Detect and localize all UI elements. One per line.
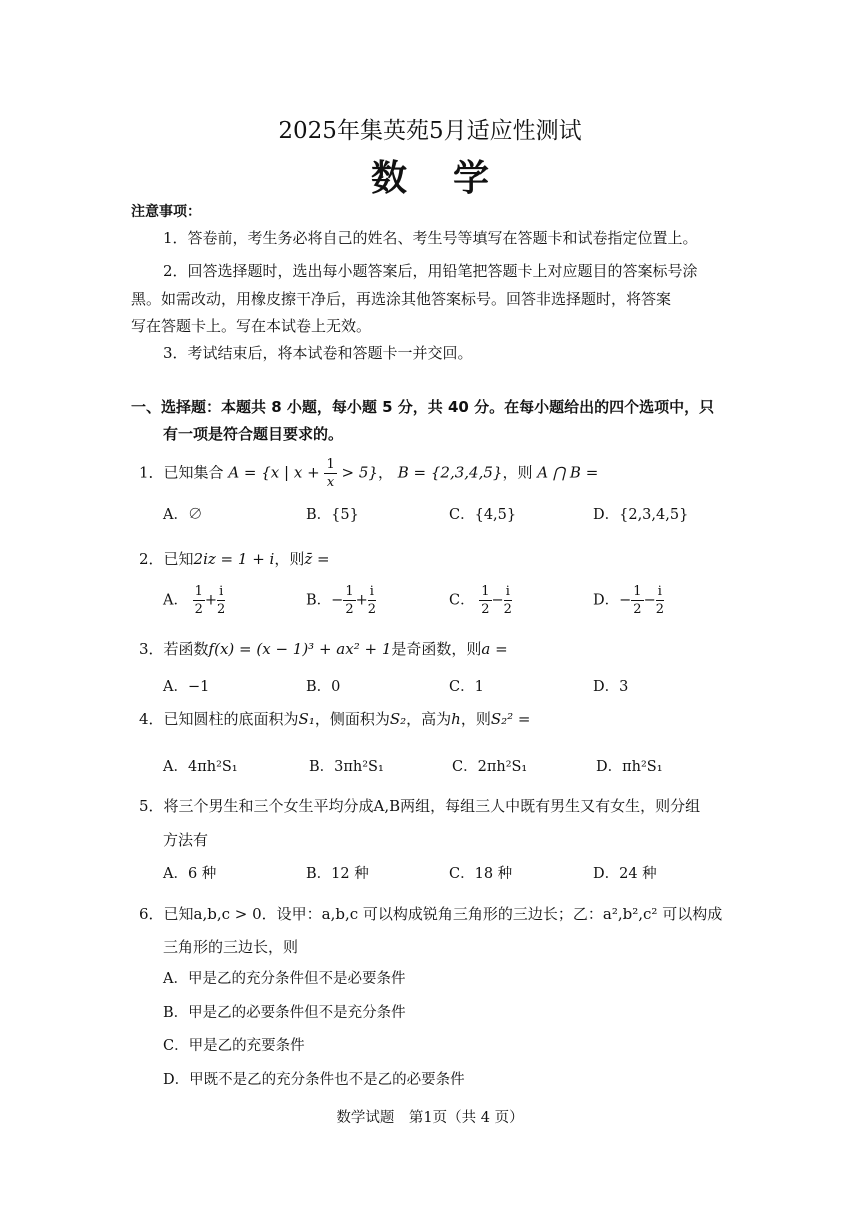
exam-subject: 数学 <box>370 157 535 199</box>
question-5-line-1: 5．将三个男生和三个女生平均分成A,B两组，每组三人中既有男生又有女生，则分组 <box>139 797 701 815</box>
q4-math-3: h <box>451 710 461 728</box>
q2-option-c <box>449 585 512 616</box>
q2-c-frac-1-num: 1 <box>481 584 490 599</box>
note-2-line-1: 2．回答选择题时，选出每小题答案后，用铅笔把答题卡上对应题目的答案标号涂 <box>163 262 698 280</box>
q2-a-frac-1-den: 2 <box>194 602 203 617</box>
q2-d-label: D．− <box>593 592 632 609</box>
q4-option-d: D．πh²S₁ <box>596 759 663 775</box>
q4-math-1: S₁ <box>298 710 315 728</box>
q2-a-frac-2-den: 2 <box>217 602 226 617</box>
q4-math-2: S₂ <box>389 710 407 728</box>
q1-math-4: A ⋂ B = <box>537 463 599 482</box>
q2-c-frac-2-num: i <box>504 585 512 601</box>
q6-option-c: C．甲是乙的充要条件 <box>163 1038 305 1054</box>
q2-option-a <box>163 585 225 616</box>
question-2-stem <box>139 548 330 569</box>
q6-option-b: B．甲是乙的必要条件但不是充分条件 <box>163 1005 406 1021</box>
q2-c-op: − <box>491 592 504 609</box>
q2-b-frac-2 <box>368 585 376 616</box>
q4-math-4: S₂² = <box>490 710 531 728</box>
q3-text-pre: 3．若函数 <box>139 640 209 658</box>
question-3-stem <box>139 638 508 659</box>
question-6-line-1: 6．已知a,b,c > 0．设甲：a,b,c 可以构成锐角三角形的三边长；乙：a²,b²,c² 可以构成 <box>139 905 723 923</box>
q2-c-label: C． <box>449 592 475 609</box>
q2-a-label: A． <box>163 592 188 609</box>
note-2-line-3: 写在答题卡上。写在本试卷上无效。 <box>131 317 372 335</box>
q2-option-d <box>593 585 664 616</box>
q4-text-post: ，则 <box>460 710 491 728</box>
q1-math-2: > 5} <box>341 463 378 482</box>
q4-option-b: B．3πh²S₁ <box>309 759 384 775</box>
q4-text-pre: 4．已知圆柱的底面积为 <box>139 710 299 728</box>
q2-b-op: + <box>355 592 368 609</box>
q2-option-b <box>306 585 376 616</box>
q6-option-a: A．甲是乙的充分条件但不是必要条件 <box>163 971 406 987</box>
q6-option-d: D．甲既不是乙的充分条件也不是乙的必要条件 <box>163 1072 465 1088</box>
exam-title: 2025年集英苑5月适应性测试 <box>278 118 582 144</box>
q2-a-frac-2-num: i <box>217 585 225 601</box>
q2-b-frac-1-num: 1 <box>345 584 354 599</box>
q5-option-d: D．24 种 <box>593 866 657 882</box>
q2-text-pre: 2．已知 <box>139 550 194 568</box>
q1-fraction <box>324 458 336 489</box>
q3-option-c: C．1 <box>449 679 484 695</box>
q2-d-frac-1 <box>631 585 643 616</box>
q2-math-1: 2iz = 1 + i <box>193 550 275 568</box>
q2-b-frac-1-den: 2 <box>345 602 354 617</box>
q2-b-frac-1 <box>343 585 355 616</box>
q4-option-c: C．2πh²S₁ <box>452 759 528 775</box>
q2-b-frac-2-den: 2 <box>367 602 377 617</box>
q4-text-mid: ，侧面积为 <box>314 710 390 728</box>
question-5-line-2: 方法有 <box>163 831 209 849</box>
q5-option-a: A．6 种 <box>163 866 217 882</box>
q1-option-a: A．∅ <box>163 507 203 523</box>
q2-c-frac-2 <box>504 585 512 616</box>
q1-math-3: B = {2,3,4,5} <box>397 463 503 482</box>
q2-b-frac-2-num: i <box>368 585 376 601</box>
q2-a-frac-1 <box>193 585 205 616</box>
q3-option-b: B．0 <box>306 679 341 695</box>
q3-math-1: f(x) = (x − 1)³ + ax² + 1 <box>208 640 392 658</box>
q1-frac-num: 1 <box>326 457 335 472</box>
page-footer: 数学试题 第1页（共 4 页） <box>336 1110 524 1126</box>
q2-a-frac-1-num: 1 <box>194 584 203 599</box>
question-4-stem <box>139 708 531 729</box>
q3-text-post: 是奇函数，则 <box>391 640 482 658</box>
note-3: 3．考试结束后，将本试卷和答题卡一并交回。 <box>163 344 473 362</box>
q2-c-frac-2-den: 2 <box>503 602 512 617</box>
q1-frac-den: x <box>326 475 335 490</box>
notes-heading: 注意事项： <box>131 204 201 220</box>
q1-math-1: A = {x | x + <box>228 463 320 482</box>
q5-option-c: C．18 种 <box>449 866 513 882</box>
q5-option-b: B．12 种 <box>306 866 369 882</box>
section-heading-line-1: 一、选择题：本题共 8 小题，每小题 5 分，共 40 分。在每小题给出的四个选项中，只 <box>131 398 715 416</box>
q2-d-frac-1-den: 2 <box>633 602 642 617</box>
q2-c-frac-1-den: 2 <box>481 602 490 617</box>
q2-a-frac-2 <box>217 585 225 616</box>
question-1-stem <box>139 458 598 489</box>
q1-text-pre: 1．已知集合 <box>139 463 224 482</box>
q2-math-2: z̄ = <box>304 550 330 568</box>
q3-math-2: a = <box>481 640 508 658</box>
q2-d-frac-2-den: 2 <box>655 602 664 617</box>
q1-option-c: C．{4,5} <box>449 507 517 523</box>
section-heading-line-2: 有一项是符合题目要求的。 <box>163 425 344 443</box>
note-1: 1．答卷前，考生务必将自己的姓名、考生号等填写在答题卡和试卷指定位置上。 <box>163 229 698 247</box>
q2-c-frac-1 <box>479 585 491 616</box>
q2-d-frac-2 <box>656 585 664 616</box>
q4-text-mid2: ，高为 <box>406 710 452 728</box>
q2-a-op: + <box>204 592 218 609</box>
q4-option-a: A．4πh²S₁ <box>163 759 238 775</box>
q2-text-post: ，则 <box>274 550 305 568</box>
q1-option-b: B．{5} <box>306 507 359 523</box>
q2-d-frac-2-num: i <box>656 585 664 601</box>
note-2-line-2: 黑。如需改动，用橡皮擦干净后，再选涂其他答案标号。回答非选择题时，将答案 <box>131 290 672 308</box>
q2-d-op: − <box>643 592 656 609</box>
q1-option-d: D．{2,3,4,5} <box>593 507 689 523</box>
q1-text-post: ，则 <box>502 463 533 482</box>
q2-d-frac-1-num: 1 <box>633 584 642 599</box>
q1-text-mid: ， <box>377 463 393 482</box>
question-6-line-2: 三角形的三边长，则 <box>163 938 299 956</box>
q2-b-label: B．− <box>306 592 344 609</box>
q3-option-a: A．−1 <box>163 679 210 695</box>
q3-option-d: D．3 <box>593 679 629 695</box>
